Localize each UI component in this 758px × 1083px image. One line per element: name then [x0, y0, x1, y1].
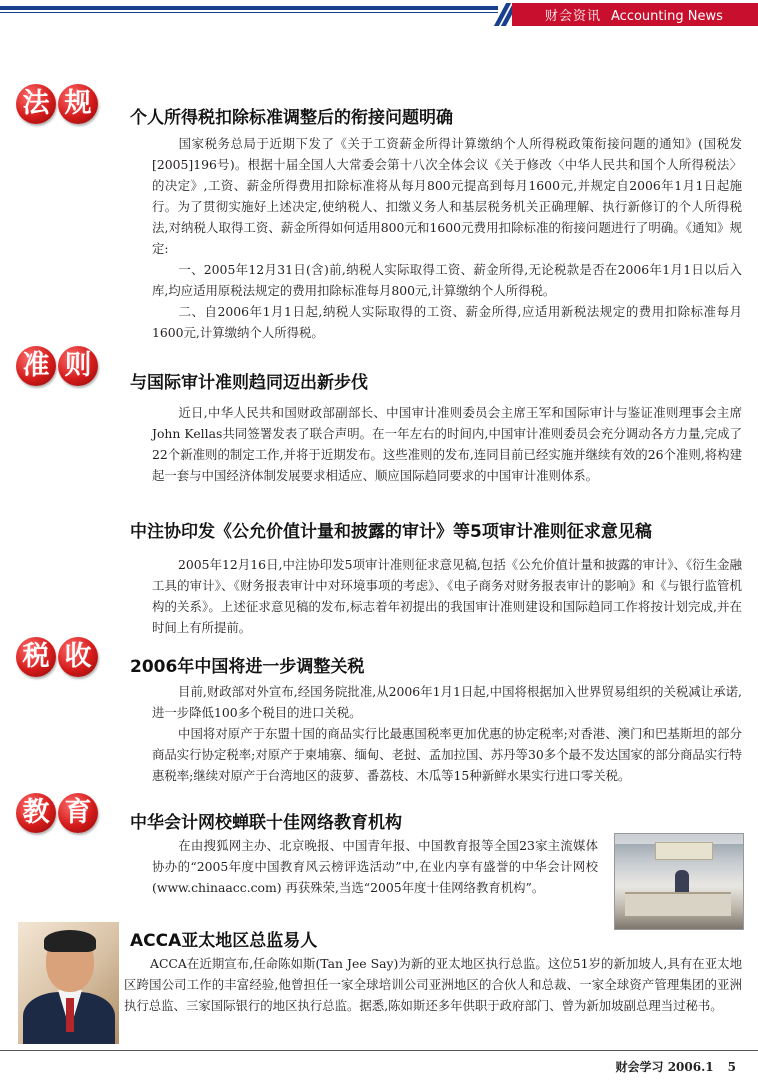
section-title [545, 5, 723, 24]
category-standards [16, 346, 106, 386]
category-education-char-1: 教 [16, 793, 56, 833]
category-standards-char-1: 准 [16, 346, 56, 386]
category-law-char-2: 规 [58, 84, 98, 124]
category-tax [16, 637, 106, 677]
magazine-issue: 财会学习 2006.1 [615, 1060, 714, 1074]
category-education-char-2: 育 [58, 793, 98, 833]
article-title: ACCA亚太地区总监易人 [130, 931, 318, 951]
category-law-char-1: 法 [16, 84, 56, 124]
category-law [16, 84, 106, 124]
category-tax-char-1: 税 [16, 637, 56, 677]
category-standards-char-2: 则 [58, 346, 98, 386]
article-paragraph: 近日,中华人民共和国财政部副部长、中国审计准则委员会主席王军和国际审计与鉴证准则理事会主席John Kellas共同签署发表了联合声明。在一年左右的时间内,中国审计准则委员会充分调动各方力量,完成了22个新准则的制定工作,并将于近期发布。这些准则的发布,连同目前已经实施并继续有效的26个准则,将构建起一套与中国经济体制发展要求相适应、顺应国际趋同要求的中国审计准则体系。 [152, 405, 742, 483]
category-tax-char-2: 收 [58, 637, 98, 677]
portrait-photo [18, 922, 119, 1044]
footer-rule [0, 1050, 758, 1051]
footer-text [616, 1058, 736, 1075]
article-paragraph: 在由搜狐网主办、北京晚报、中国青年报、中国教育报等全国23家主流媒体协办的“2005年度中国教育风云榜评选活动”中,在业内享有盛誉的中华会计网校 (www.chinaacc.com) 再获殊荣,当选“2005年度十佳网络教育机构”。 [152, 838, 598, 895]
article-paragraph: 一、2005年12月31日(含)前,纳税人实际取得工资、薪金所得,无论税款是否在2006年1月1日以后入库,均应适用原税法规定的费用扣除标准每月800元,计算缴纳个人所得税。 [152, 262, 742, 298]
article-paragraph: 中国将对原产于东盟十国的商品实行比最惠国税率更加优惠的协定税率;对香港、澳门和巴基斯坦的部分商品实行协定税率;对原产于柬埔寨、缅甸、老挝、孟加拉国、苏丹等30多个最不发达国家的部分商品实行特惠税率;继续对原产于台湾地区的菠萝、番荔枝、木瓜等15种新鲜水果实行进口零关税。 [152, 726, 742, 783]
article-title: 中注协印发《公允价值计量和披露的审计》等5项审计准则征求意见稿 [130, 522, 652, 542]
article-title: 2006年中国将进一步调整关税 [130, 657, 365, 677]
article-title: 个人所得税扣除标准调整后的衔接问题明确 [130, 108, 453, 128]
header-rule [0, 6, 498, 10]
article-paragraph: 目前,财政部对外宣布,经国务院批准,从2006年1月1日起,中国将根据加入世界贸易组织的关税减让承诺,进一步降低100多个税目的进口关税。 [152, 684, 742, 720]
article-paragraph: ACCA在近期宣布,任命陈如斯(Tan Jee Say)为新的亚太地区执行总监。这位51岁的新加坡人,具有在亚太地区跨国公司工作的丰富经验,他曾担任一家全球培训公司亚洲地区的合伙人和总裁、一家全球资产管理集团的亚洲执行总监、三家国际银行的地区执行总监。据悉,陈如斯还多年供职于政府部门、曾为新加坡副总理当过秘书。 [124, 956, 742, 1013]
page-footer [0, 1050, 758, 1083]
article-title: 中华会计网校蝉联十佳网络教育机构 [130, 813, 402, 833]
section-title-cn: 财会资讯 [545, 9, 602, 24]
page-number: 5 [727, 1060, 736, 1074]
category-education [16, 793, 106, 833]
article-paragraph: 国家税务总局于近期下发了《关于工资薪金所得计算缴纳个人所得税政策衔接问题的通知》(国税发[2005]196号)。根据十届全国人大常委会第十八次全体会议《关于修改〈中华人民共和国个人所得税法〉的决定》,工资、薪金所得费用扣除标准将从每月800元提高到每月1600元,并规定自2006年1月1日起施行。为了贯彻实施好上述决定,使纳税人、扣缴义务人和基层税务机关正确理解、执行新修订的个人所得税法,对纳税人取得工资、薪金所得如何适用800元和1600元费用扣除标准的衔接问题进行了明确。《通知》规定: [152, 136, 742, 256]
article-title: 与国际审计准则趋同迈出新步伐 [130, 373, 368, 393]
article-paragraph: 2005年12月16日,中注协印发5项审计准则征求意见稿,包括《公允价值计量和披露的审计》、《衍生金融工具的审计》、《财务报表审计中对环境事项的考虑》、《电子商务对财务报表审计的影响》和《与银行监管机构的关系》。上述征求意见稿的发布,标志着年初提出的我国审计准则建设和国际趋同工作将按计划完成,并在时间上有所提前。 [152, 557, 742, 635]
page-header [0, 0, 758, 28]
article-paragraph: 二、自2006年1月1日起,纳税人实际取得的工资、薪金所得,应适用新税法规定的费用扣除标准每月1600元,计算缴纳个人所得税。 [152, 304, 742, 340]
header-rule-thin [0, 12, 498, 13]
section-title-en: Accounting News [611, 9, 723, 24]
office-photo [614, 833, 744, 930]
